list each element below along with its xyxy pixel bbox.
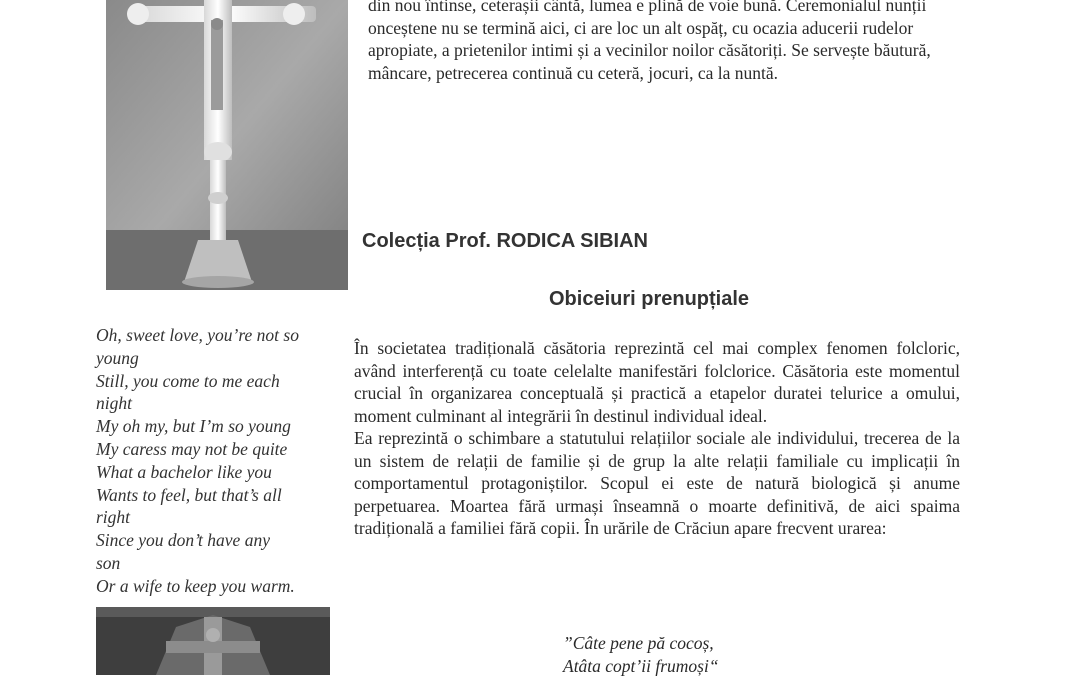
paragraph: Ea reprezintă o schimbare a statutului relațiilor sociale ale individului, trecerea de la un sistem de relații de familie și de grup la alte relații familiale cu implicații în comportamentul protagoniștilor. Scopul ei este de natură biologică și anume perpetuarea. Moartea fără urmași înseamnă o moarte definitivă, de aici spaima tradițională a familiei fără copii. În urările de Crăciun apare frecvent urarea: — [354, 428, 960, 538]
intro-text: din nou întinse, ceterașii cântă, lumea e plină de voie bună. Ceremonialul nunții onceștene nu se termină aici, ci are loc un alt ospăț, cu ocazia aducerii rudelor apropiate, a prietenilor intimi și a vecinilor noilor căsătoriți. Se servește băutură, mâncare, petrecerea continuă cu ceteră, jocuri, ca la nuntă. — [368, 0, 931, 83]
poem-line: son — [96, 552, 121, 573]
poem-line: Or a wife to keep you warm. — [96, 575, 295, 596]
poem-line: My oh my, but I’m so young — [96, 416, 291, 437]
verse-line: Atâta copt’ii frumoși“ — [563, 656, 719, 676]
intro-paragraph — [368, 0, 968, 84]
poem-line: right — [96, 507, 131, 528]
verse-quote — [563, 632, 823, 678]
poem-line: night — [96, 393, 132, 414]
paragraph: În societatea tradițională căsătoria reprezintă cel mai complex fenomen folcloric, având interferență cu toate celelalte manifestări folclorice. Căsătoria este momentul crucial în organizarea conceptuală și practică a etapelor duratei telurice a omului, moment culminant al integrării în destinul individual ideal. — [354, 338, 960, 426]
poem-line: young — [96, 347, 139, 368]
collection-heading: Colecția Prof. RODICA SIBIAN — [362, 230, 648, 252]
poem-line: Since you don’t have any — [96, 530, 270, 551]
poem — [96, 324, 344, 598]
crucifix-photo — [106, 0, 348, 290]
poem-line: Oh, sweet love, you’re not so — [96, 325, 299, 345]
poem-line: What a bachelor like you — [96, 461, 272, 482]
poem-line: Wants to feel, but that’s all — [96, 484, 282, 505]
section-title: Obiceiuri prenupțiale — [549, 288, 750, 310]
main-text — [354, 337, 960, 540]
poem-line: My caress may not be quite — [96, 438, 288, 459]
verse-line: ”Câte pene pă cocoș, — [563, 633, 714, 653]
poem-line: Still, you come to me each — [96, 370, 280, 391]
crucifix-photo-bottom — [96, 607, 330, 675]
